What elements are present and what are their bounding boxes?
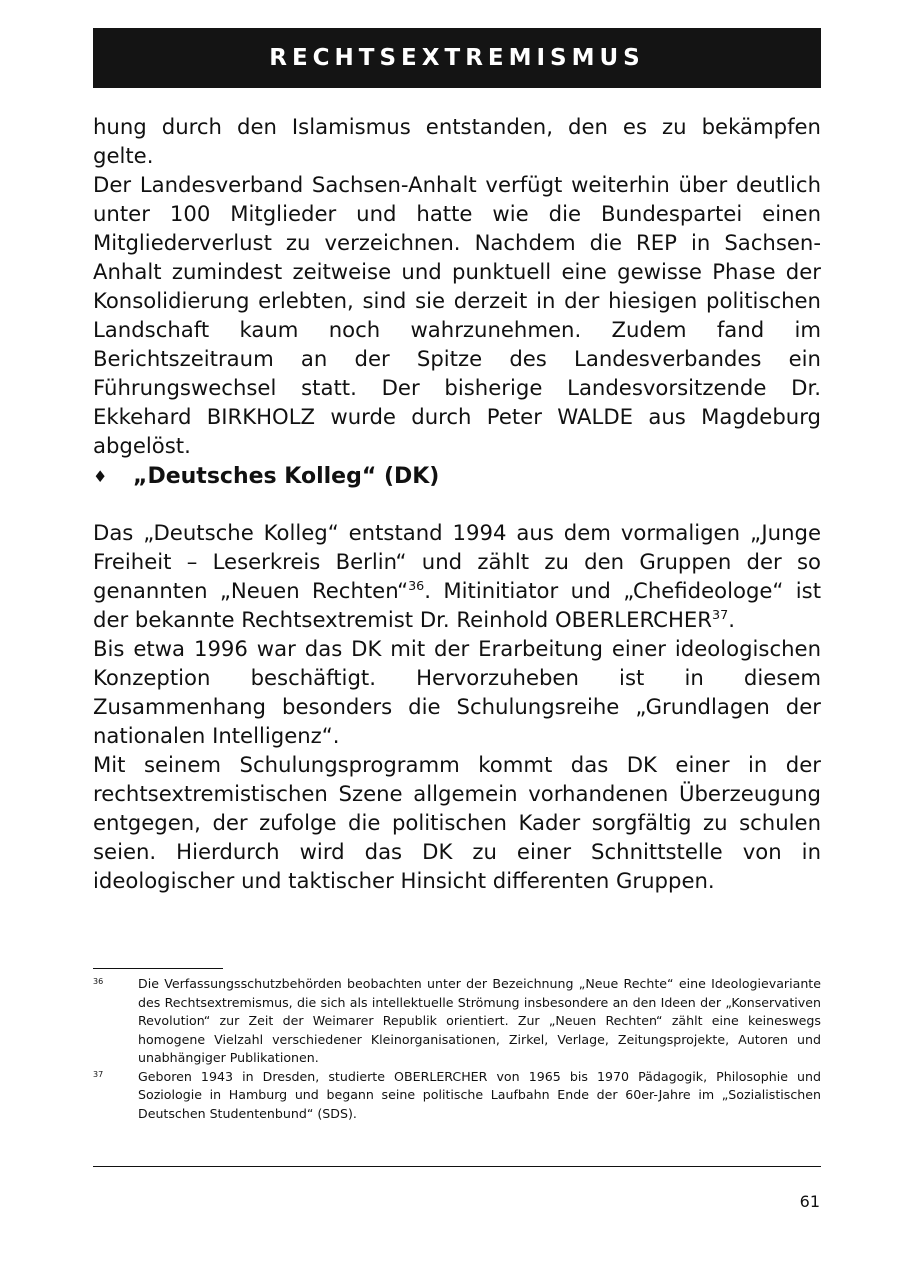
paragraph-text: . Mitinitiator und „Chefideologe“ ist der bekannte Rechtsextremist Dr. Reinhold OBERLERCHER xyxy=(93,578,821,632)
paragraph-text: Das „Deutsche Kolleg“ entstand 1994 aus dem vormaligen „Junge Freiheit – Leserkreis Berlin“ und zählt zu den Gruppen der so genannten „Neuen Rechten“ xyxy=(93,520,821,603)
footnote-divider xyxy=(93,968,223,969)
page-number: 61 xyxy=(799,1192,820,1211)
paragraph xyxy=(93,518,821,634)
paragraph: Der Landesverband Sachsen-Anhalt verfügt weiterhin über deutlich unter 100 Mitglieder und hatte wie die Bundespartei einen Mitgliederverlust zu verzeichnen. Nachdem die REP in Sachsen-Anhalt zumindest zeitweise und punktuell eine gewisse Phase der Konsolidierung erlebten, sind sie derzeit in der hiesigen politischen Landschaft kaum noch wahrzunehmen. Zudem fand im Berichtszeitraum an der Spitze des Landesverbandes ein Führungswechsel statt. Der bisherige Landesvorsitzende Dr. Ekkehard BIRKHOLZ wurde durch Peter WALDE aus Magdeburg abgelöst. xyxy=(93,172,821,458)
footnote xyxy=(93,1068,821,1124)
paragraph-text: . xyxy=(728,607,735,632)
section-heading xyxy=(93,462,821,492)
paragraph: Bis etwa 1996 war das DK mit der Erarbeitung einer ideologischen Konzeption beschäftigt. Hervorzuheben ist in diesem Zusammenhang besonders die Schulungsreihe „Grundlagen der nationalen Intelligenz“. xyxy=(93,636,821,748)
footnote-number: 37 xyxy=(93,1069,104,1079)
footnote-ref: 37 xyxy=(712,606,729,622)
intro-text-block xyxy=(93,112,821,460)
footnotes xyxy=(93,975,821,1123)
page-bottom-rule xyxy=(93,1166,821,1167)
footnote-text: Die Verfassungsschutzbehörden beobachten unter der Bezeichnung „Neue Rechte“ eine Ideologievariante des Rechtsextremismus, die sich als intellektuelle Strömung insbesondere an den Ideen der „Konservativen Revolution“ zur Zeit der Weimarer Republik orientiert. Zur „Neuen Rechten“ zählt eine keineswegs homogene Vielzahl verschiedener Kleinorganisationen, Zirkel, Verlage, Zeitungsprojekte, Autoren und unabhängiger Publikationen. xyxy=(138,976,821,1065)
footnote-ref: 36 xyxy=(408,577,425,593)
paragraph: Mit seinem Schulungsprogramm kommt das DK einer in der rechtsextremistischen Szene allgemein vorhandenen Überzeugung entgegen, der zufolge die politischen Kader sorgfältig zu schulen seien. Hierdurch wird das DK zu einer Schnittstelle von in ideologischer und taktischer Hinsicht differenten Gruppen. xyxy=(93,752,821,893)
diamond-bullet-icon: ♦ xyxy=(93,467,108,486)
chapter-title: RECHTSEXTREMISMUS xyxy=(269,45,645,71)
footnote xyxy=(93,975,821,1068)
section-title: „Deutsches Kolleg“ (DK) xyxy=(133,464,440,489)
paragraph: hung durch den Islamismus entstanden, den es zu bekämpfen gelte. xyxy=(93,114,821,168)
footnote-text: Geboren 1943 in Dresden, studierte OBERLERCHER von 1965 bis 1970 Pädagogik, Philosophie und Soziologie in Hamburg und begann seine politische Laufbahn Ende der 60er-Jahre im „Sozialistischen Deutschen Studentenbund“ (SDS). xyxy=(138,1068,821,1121)
chapter-header xyxy=(93,28,821,88)
footnote-number: 36 xyxy=(93,977,104,986)
dk-text-block xyxy=(93,518,821,895)
